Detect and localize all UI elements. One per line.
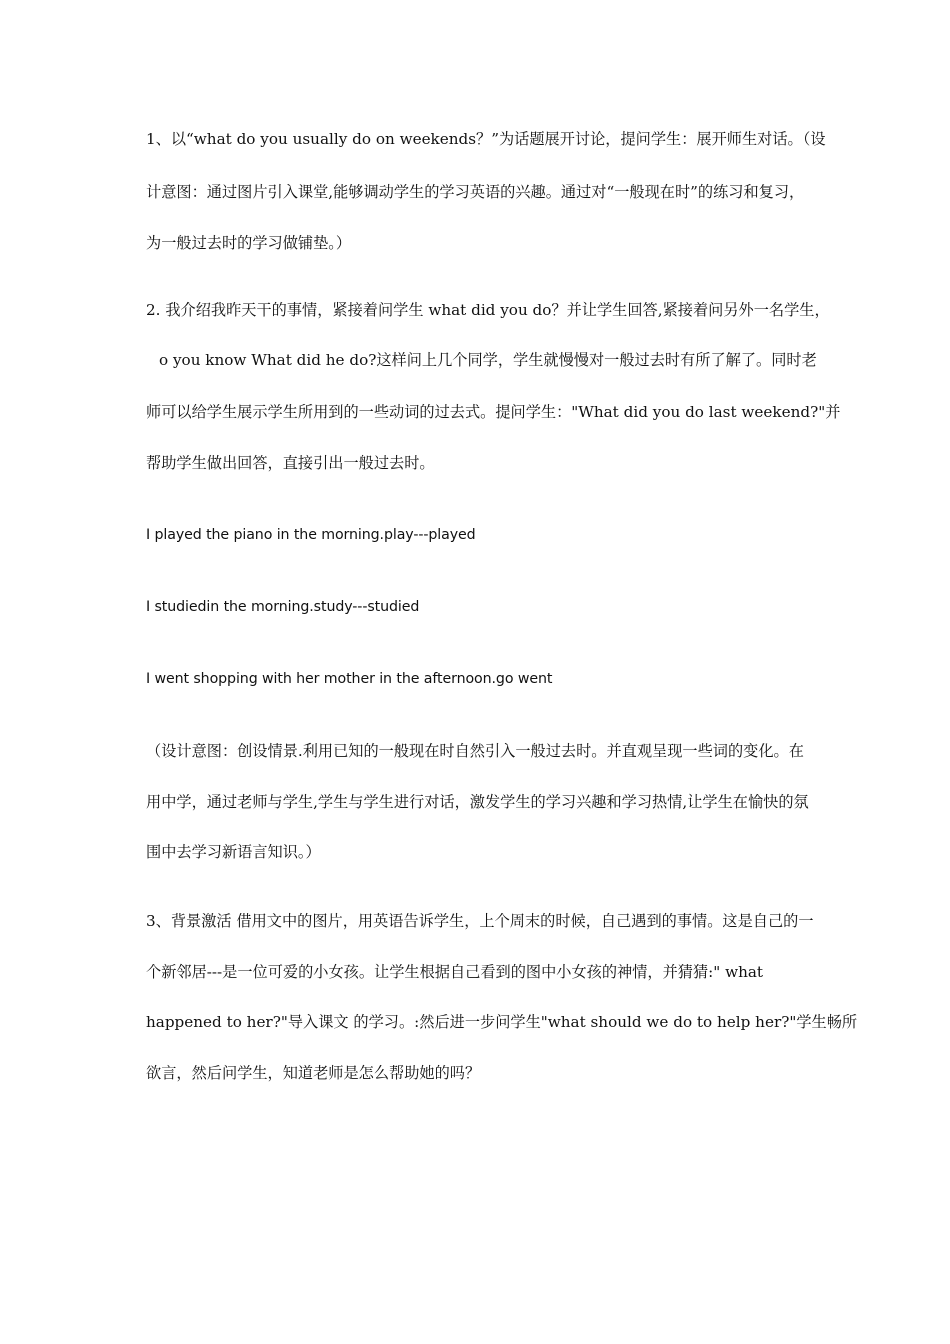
- para4-line-2: 个新邻居---是一位可爱的小女孩。让学生根据自己看到的图中小女孩的神情，并猜猜:" what: [146, 963, 764, 981]
- example-sentence-1: I played the piano in the morning.play---played: [146, 527, 476, 543]
- para3-line-1: （设计意图：创设情景.利用已知的一般现在时自然引入一般过去时。并直观呈现一些词的变化。在: [146, 742, 804, 760]
- para4-line-4: 欲言，然后问学生，知道老师是怎么帮助她的吗？: [146, 1064, 481, 1082]
- para4-line-1: 3、背景激活 借用文中的图片，用英语告诉学生，上个周末的时候，自己遇到的事情。这是自己的一: [146, 912, 814, 930]
- para2-line-2: o you know What did he do?这样问上几个同学，学生就慢慢对一般过去时有所了解了。同时老: [159, 351, 817, 369]
- para3-line-3: 围中去学习新语言知识。）: [146, 843, 321, 861]
- para1-line-1: 1、以“what do you usually do on weekends？”为话题展开讨论，提问学生：展开师生对话。（设: [146, 130, 826, 148]
- example-sentence-2: I studiedin the morning.study---studied: [146, 599, 420, 615]
- para1-line-2: 计意图：通过图片引入课堂,能够调动学生的学习英语的兴趣。通过对“一般现在时”的练习和复习，: [146, 183, 805, 201]
- para2-line-3: 师可以给学生展示学生所用到的一些动词的过去式。提问学生："What did you do last weekend?"并: [146, 403, 841, 421]
- para2-line-1: 2. 我介绍我昨天干的事情，紧接着问学生 what did you do？并让学生回答,紧接着问另外一名学生，: [146, 301, 830, 319]
- para3-line-2: 用中学，通过老师与学生,学生与学生进行对话，激发学生的学习兴趣和学习热情,让学生在愉快的氛: [146, 793, 809, 811]
- example-sentence-3: I went shopping with her mother in the afternoon.go went: [146, 671, 553, 687]
- para2-line-4: 帮助学生做出回答，直接引出一般过去时。: [146, 454, 435, 472]
- para1-line-3: 为一般过去时的学习做铺垫。）: [146, 234, 352, 252]
- para4-line-3: happened to her?"导入课文 的学习。:然后进一步问学生"what should we do to help her?"学生畅所: [146, 1013, 858, 1031]
